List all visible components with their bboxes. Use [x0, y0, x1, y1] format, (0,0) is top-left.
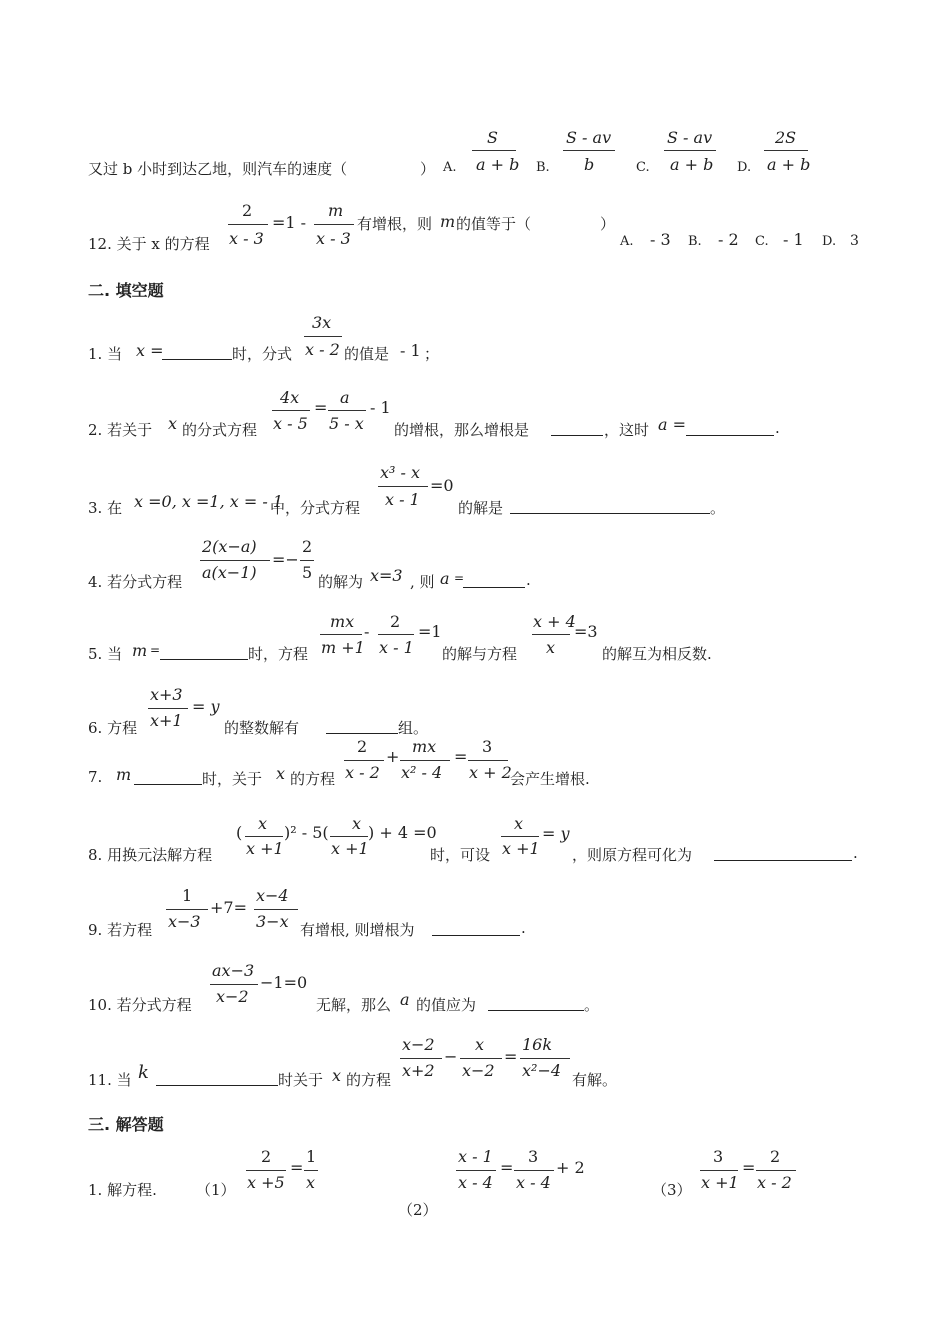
f5-n2: 2: [390, 612, 401, 631]
fraction-bar: [254, 909, 298, 910]
f2-post2: ，这时: [604, 421, 650, 439]
fraction-bar: [756, 1170, 796, 1171]
fraction-bar: [228, 224, 268, 225]
f7-eq: =: [454, 747, 468, 766]
f4-den: a(x−1): [202, 563, 257, 582]
f1-pre: 1. 当: [88, 345, 123, 363]
answer-blank[interactable]: [432, 921, 520, 936]
f6-post: 的整数解有: [224, 719, 300, 737]
f8-n2: x: [514, 814, 524, 833]
f6-den: x+1: [150, 711, 183, 730]
f2-end: .: [775, 419, 780, 437]
s1-e3-eq: =: [742, 1158, 756, 1177]
f7-d2: x² - 4: [401, 763, 443, 782]
f2-pre: 2. 若关于: [88, 421, 153, 439]
s1-e1-d2: x: [306, 1173, 316, 1192]
f7-post: 会产生增根.: [510, 770, 590, 788]
q12-close: ）: [600, 215, 616, 233]
f8-den2: x +1: [331, 839, 369, 858]
f11-d1: x+2: [402, 1061, 435, 1080]
s1-e3-n1: 3: [713, 1147, 724, 1166]
f7-plus: +: [386, 747, 400, 766]
s1-e1-eq: =: [290, 1158, 304, 1177]
f5-d1: m +1: [321, 638, 365, 657]
f9-end: .: [521, 919, 526, 937]
fraction-bar: [166, 909, 208, 910]
s1-e2-n2: 3: [528, 1147, 539, 1166]
f2-var: x: [168, 414, 178, 433]
q12-suffix: 有增根，则: [357, 215, 433, 233]
q12-suffix2: 的值等于（: [456, 215, 532, 233]
f11-n1: x−2: [402, 1035, 435, 1054]
f9-d1: x−3: [168, 912, 201, 931]
f5-mid: 时，方程: [248, 645, 309, 663]
fraction-bar: [245, 836, 283, 837]
f7-mid2: 的方程: [290, 770, 336, 788]
s1-part1-label: （1）: [196, 1181, 236, 1199]
f4-eq: =−: [272, 550, 299, 569]
f4-num: 2(x−a): [202, 537, 257, 556]
f5-eq2: =3: [574, 622, 598, 641]
fraction-bar: [148, 708, 188, 709]
f9-d2: 3−x: [256, 912, 289, 931]
f7-n3: 3: [482, 737, 493, 756]
f2-eq: =: [314, 398, 328, 417]
s1-e2-d2: x - 4: [516, 1173, 551, 1192]
f5-n1: mx: [330, 612, 355, 631]
fraction-bar: [344, 760, 384, 761]
s1-e3-d2: x - 2: [757, 1173, 792, 1192]
fraction-bar: [400, 760, 450, 761]
fraction-bar: [304, 336, 342, 337]
fraction-bar: [300, 560, 314, 561]
f10-post2: 的值应为: [416, 996, 477, 1014]
section-heading-solve: 三. 解答题: [88, 1115, 164, 1134]
f8-d2: x +1: [502, 839, 540, 858]
fraction-bar: [330, 836, 368, 837]
option-c-label: C.: [636, 160, 650, 175]
f11-d2: x−2: [462, 1061, 495, 1080]
f8-num2: x: [352, 814, 362, 833]
f4-eqs: =: [454, 571, 465, 585]
q11-close: ）: [420, 160, 436, 178]
f4-sol: x=3: [370, 566, 403, 585]
f7-mid: 时，关于: [202, 770, 263, 788]
f11-post: 有解。: [572, 1071, 618, 1089]
fraction-bar: [378, 486, 428, 487]
f11-n2: x: [475, 1035, 485, 1054]
q12-option-c: - 1: [783, 230, 804, 249]
answer-blank[interactable]: [326, 719, 398, 734]
f8-rp: ) + 4 =0: [368, 823, 437, 842]
f1-val: - 1: [400, 341, 421, 360]
f1-var: x =: [136, 341, 164, 360]
answer-blank[interactable]: [162, 345, 232, 360]
f10-den: x−2: [216, 987, 249, 1006]
f10-num: ax−3: [212, 961, 255, 980]
f8-sq: )² - 5(: [284, 823, 329, 842]
q12-option-b: - 2: [718, 230, 739, 249]
f10-tail: −1=0: [260, 973, 308, 992]
q12-d1: x - 3: [229, 229, 264, 248]
f2-mid: 的分式方程: [182, 421, 258, 439]
f8-ey: = y: [542, 824, 570, 843]
f11-mid: 时关于: [278, 1071, 324, 1089]
q12-n2: m: [328, 201, 344, 220]
f7-m: m: [116, 765, 132, 784]
option-c-den: a + b: [670, 155, 714, 174]
fraction-bar: [304, 1170, 318, 1171]
f11-pre: 11. 当: [88, 1071, 132, 1089]
f4-pre: 4. 若分式方程: [88, 573, 183, 591]
fraction-bar: [378, 634, 414, 635]
f7-d1: x - 2: [345, 763, 380, 782]
option-d-num: 2S: [775, 128, 797, 147]
q12-m: m: [440, 212, 456, 231]
f1-den: x - 2: [305, 340, 340, 359]
option-a-label: A.: [443, 160, 457, 175]
f3-end: 。: [710, 499, 726, 517]
q11-text: 又过 b 小时到达乙地，则汽车的速度（: [88, 160, 348, 178]
f8-den: x +1: [246, 839, 284, 858]
fraction-bar: [320, 634, 362, 635]
f3-num: x³ - x: [380, 463, 421, 482]
fraction-bar: [328, 410, 366, 411]
s1-e1-n2: 1: [306, 1147, 317, 1166]
f10-post: 无解，那么: [316, 996, 392, 1014]
f5-post: 的解互为相反数.: [602, 645, 712, 663]
fraction-bar: [764, 150, 808, 151]
f9-n1: 1: [182, 886, 193, 905]
f11-mid2: 的方程: [346, 1071, 392, 1089]
s1-e2-d1: x - 4: [458, 1173, 493, 1192]
f1-end: ；: [424, 345, 440, 363]
fraction-bar: [456, 1170, 496, 1171]
fraction-bar: [700, 1170, 738, 1171]
f3-den: x - 1: [385, 490, 420, 509]
f2-n2: a: [340, 388, 350, 407]
q12-n1: 2: [242, 201, 253, 220]
option-d-den: a + b: [767, 155, 811, 174]
f5-n3: x + 4: [533, 612, 576, 631]
s1-part2-label: （2）: [398, 1201, 438, 1219]
s1-e1-n1: 2: [261, 1147, 272, 1166]
s1-e2-tail: + 2: [556, 1158, 585, 1177]
answer-blank[interactable]: [160, 645, 248, 660]
answer-blank[interactable]: [551, 421, 603, 436]
f11-d3: x²−4: [522, 1061, 562, 1080]
f3-mid: 中，分式方程: [270, 499, 361, 517]
f8-pre: 8. 用换元法解方程: [88, 846, 213, 864]
fraction-bar: [400, 1058, 442, 1059]
fraction-bar: [200, 560, 270, 561]
s1-part3-label: （3）: [652, 1181, 692, 1199]
f7-n1: 2: [357, 737, 368, 756]
f6-end: 组。: [398, 719, 429, 737]
s1-pre: 1. 解方程.: [88, 1181, 157, 1199]
q12-option-a: - 3: [650, 230, 671, 249]
f3-post: 的解是: [458, 499, 504, 517]
answer-blank[interactable]: [156, 1071, 278, 1086]
f5-d3: x: [546, 638, 556, 657]
f1-post: 的值是: [344, 345, 390, 363]
option-a-den: a + b: [476, 155, 520, 174]
f11-var: x: [332, 1066, 342, 1085]
answer-blank[interactable]: [463, 573, 525, 588]
f4-post2: , 则: [410, 573, 435, 591]
answer-blank[interactable]: [488, 996, 584, 1011]
fraction-bar: [210, 984, 258, 985]
f10-pre: 10. 若分式方程: [88, 996, 192, 1014]
fraction-bar: [514, 1170, 554, 1171]
q12-d2: x - 3: [316, 229, 351, 248]
f9-plus: +7=: [210, 898, 247, 917]
f2-n1: 4x: [280, 388, 300, 407]
fraction-bar: [532, 634, 570, 635]
f5-eq1: =1: [418, 622, 442, 641]
fraction-bar: [468, 760, 508, 761]
s1-e3-d1: x +1: [701, 1173, 739, 1192]
f2-a: a =: [658, 415, 687, 434]
answer-blank[interactable]: [714, 846, 852, 861]
fraction-bar: [664, 150, 716, 151]
fraction-bar: [272, 410, 310, 411]
f4-post: 的解为: [318, 573, 364, 591]
f5-eqs: =: [150, 643, 161, 657]
fraction-bar: [314, 224, 354, 225]
f8-lp: (: [236, 823, 243, 842]
f8-mid: 时，可设: [430, 846, 491, 864]
q12-option-d: 3: [850, 233, 859, 249]
option-b-label: B.: [536, 160, 550, 175]
s1-e1-d1: x +5: [247, 1173, 285, 1192]
option-d-label: D.: [737, 160, 752, 175]
f3-pre: 3. 在: [88, 499, 123, 517]
option-c-num: S - av: [667, 128, 713, 147]
f5-mid2: 的解与方程: [442, 645, 518, 663]
f2-d2: 5 - x: [329, 414, 364, 433]
f6-eq: = y: [192, 697, 220, 716]
q12-option-a-label: A.: [620, 234, 634, 249]
q12-prefix: 12. 关于 x 的方程: [88, 235, 210, 253]
f11-k: k: [138, 1062, 149, 1083]
f1-mid: 时，分式: [232, 345, 293, 363]
option-a-num: S: [487, 128, 498, 147]
f4-n2: 2: [302, 537, 313, 556]
fraction-bar: [246, 1170, 286, 1171]
fraction-bar: [472, 150, 516, 151]
q12-mid: =1 -: [272, 213, 307, 232]
f5-m: m: [132, 641, 148, 660]
fraction-bar: [460, 1058, 502, 1059]
f5-pre: 5. 当: [88, 645, 123, 663]
f5-d2: x - 1: [379, 638, 414, 657]
fraction-bar: [520, 1058, 570, 1059]
f1-num: 3x: [312, 313, 332, 332]
s1-e2-eq: =: [500, 1158, 514, 1177]
section-heading-fill-in: 二. 填空题: [88, 281, 164, 300]
option-b-den: b: [584, 155, 595, 174]
f4-d2: 5: [302, 563, 313, 582]
f11-n3: 16k: [522, 1035, 553, 1054]
f3-cond: x =0, x =1, x = - 1: [134, 492, 284, 511]
q12-option-b-label: B.: [688, 234, 702, 249]
q12-option-d-label: D.: [822, 234, 837, 249]
f11-minus: −: [444, 1047, 458, 1066]
q12-option-c-label: C.: [755, 234, 769, 249]
f8-end: .: [853, 844, 858, 862]
s1-e3-n2: 2: [770, 1147, 781, 1166]
f9-pre: 9. 若方程: [88, 921, 153, 939]
f7-pre: 7.: [88, 768, 103, 786]
answer-blank[interactable]: [510, 499, 710, 514]
fraction-bar: [501, 836, 539, 837]
f9-post: 有增根, 则增根为: [300, 921, 415, 939]
f2-d1: x - 5: [273, 414, 308, 433]
f8-num: x: [258, 814, 268, 833]
f10-a: a: [400, 990, 410, 1009]
f4-end: .: [526, 571, 531, 589]
f11-eq: =: [504, 1047, 518, 1066]
f2-tail: - 1: [370, 398, 391, 417]
fraction-bar: [563, 150, 615, 151]
f10-end: 。: [584, 996, 600, 1014]
f8-post: ，则原方程可化为: [572, 846, 693, 864]
s1-e2-n1: x - 1: [458, 1147, 493, 1166]
answer-blank[interactable]: [686, 421, 774, 436]
f2-post: 的增根，那么增根是: [394, 421, 530, 439]
option-b-num: S - av: [566, 128, 612, 147]
f9-n2: x−4: [256, 886, 289, 905]
answer-blank[interactable]: [134, 770, 202, 785]
f7-var: x: [276, 764, 286, 783]
f3-eq: =0: [430, 476, 454, 495]
f6-num: x+3: [150, 685, 183, 704]
f6-pre: 6. 方程: [88, 719, 138, 737]
f5-minus: -: [364, 622, 370, 641]
f4-a: a: [440, 569, 450, 588]
f7-d3: x + 2: [469, 763, 512, 782]
f7-n2: mx: [412, 737, 437, 756]
